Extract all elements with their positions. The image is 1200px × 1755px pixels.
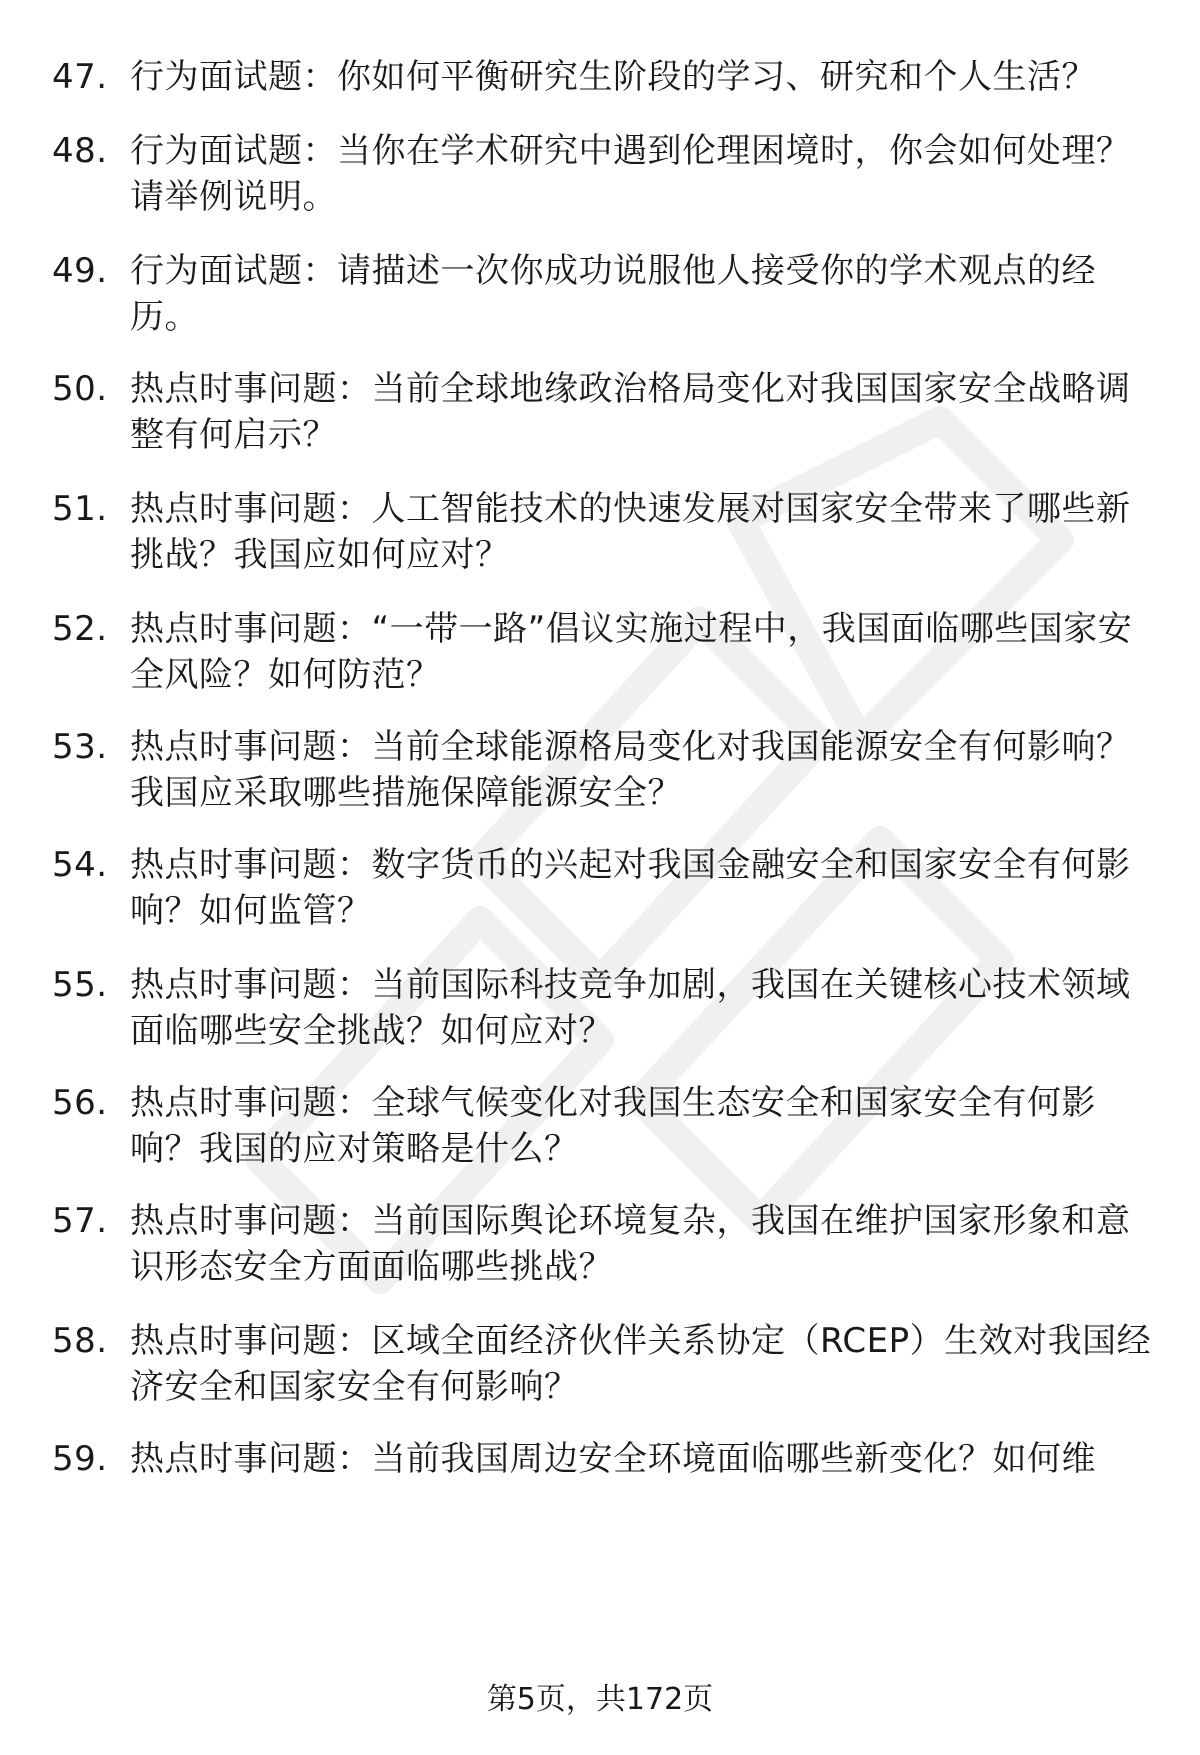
question-number: 52. [52,609,108,649]
list-item [52,1436,1162,1482]
question-text: 热点时事问题：人工智能技术的快速发展对国家安全带来了哪些新挑战？我国应如何应对？ [130,489,1131,575]
list-item [52,724,1162,816]
question-number: 54. [52,845,108,885]
question-text: 热点时事问题：当前国际舆论环境复杂，我国在维护国家形象和意识形态安全方面面临哪些挑战？ [130,1201,1131,1287]
question-text: 热点时事问题：区域全面经济伙伴关系协定（RCEP）生效对我国经济安全和国家安全有何影响？ [130,1321,1152,1407]
list-item [52,1198,1162,1290]
question-text: 行为面试题：请描述一次你成功说服他人接受你的学术观点的经历。 [130,251,1096,337]
question-text: 热点时事问题：当前我国周边安全环境面临哪些新变化？如何维 [130,1439,1096,1479]
question-number: 56. [52,1083,108,1123]
question-number: 55. [52,965,108,1005]
question-number: 49. [52,251,108,291]
question-number: 51. [52,489,108,529]
question-text: 热点时事问题：“一带一路”倡议实施过程中，我国面临哪些国家安全风险？如何防范？ [130,609,1133,695]
list-item [52,54,1162,100]
page-number: 第5页，共172页 [486,1682,714,1717]
question-text: 热点时事问题：当前全球地缘政治格局变化对我国国家安全战略调整有何启示？ [130,369,1131,455]
question-text: 行为面试题：你如何平衡研究生阶段的学习、研究和个人生活？ [130,57,1096,97]
question-number: 59. [52,1439,108,1479]
question-number: 47. [52,57,108,97]
question-text: 热点时事问题：当前国际科技竞争加剧，我国在关键核心技术领域面临哪些安全挑战？如何应对？ [130,965,1131,1051]
question-number: 53. [52,727,108,767]
list-item [52,366,1162,458]
list-item [52,248,1162,340]
question-number: 50. [52,369,108,409]
question-number: 48. [52,131,108,171]
question-text: 热点时事问题：数字货币的兴起对我国金融安全和国家安全有何影响？如何监管？ [130,845,1131,931]
list-item [52,128,1162,220]
list-item [52,962,1162,1054]
list-item [52,1080,1162,1172]
list-item [52,1318,1162,1410]
question-text: 热点时事问题：全球气候变化对我国生态安全和国家安全有何影响？我国的应对策略是什么？ [130,1083,1096,1169]
list-item [52,606,1162,698]
question-text: 热点时事问题：当前全球能源格局变化对我国能源安全有何影响？我国应采取哪些措施保障能源安全？ [130,727,1131,813]
list-item [52,842,1162,934]
question-number: 58. [52,1321,108,1361]
list-item [52,486,1162,578]
question-text: 行为面试题：当你在学术研究中遇到伦理困境时，你会如何处理？请举例说明。 [130,131,1131,217]
question-number: 57. [52,1201,108,1241]
